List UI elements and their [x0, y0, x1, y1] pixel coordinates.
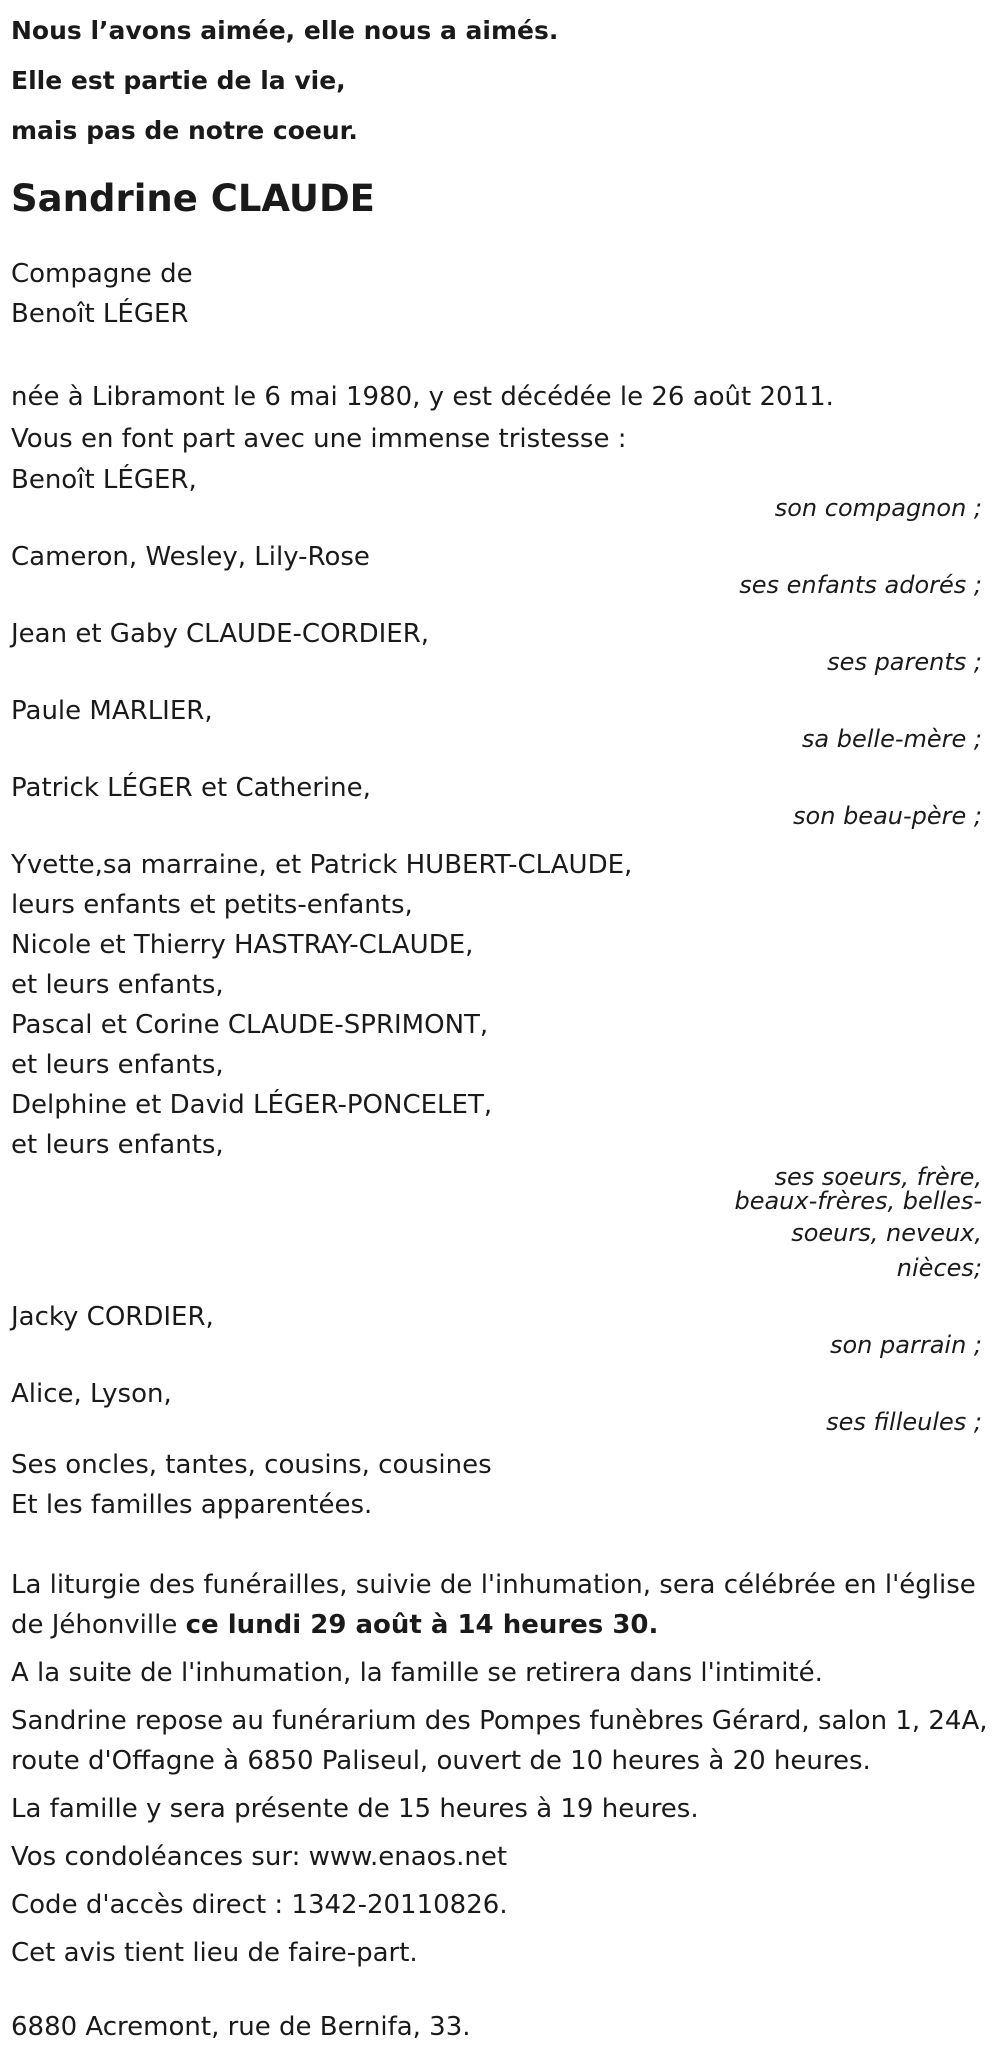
- companion-block: [11, 254, 988, 334]
- family-relation: son parrain ;: [829, 1331, 982, 1359]
- family-entry: [11, 1374, 988, 1436]
- extended-line: Et les familles apparentées.: [11, 1490, 373, 1520]
- family-relation: ses parents ;: [827, 648, 982, 676]
- family-entry: [11, 768, 988, 830]
- family-member: Benoît LÉGER,: [11, 465, 197, 495]
- announcement: Vous en font part avec une immense tristesse :: [11, 424, 627, 454]
- family-member: Alice, Lyson,: [11, 1379, 172, 1409]
- siblings-relation: [11, 1165, 988, 1283]
- poem-line: Nous l’avons aimée, elle nous a aimés.: [11, 16, 559, 45]
- siblings-relation-line: soeurs, neveux,: [791, 1219, 982, 1247]
- family-relation: ses filleules ;: [826, 1408, 982, 1436]
- sibling-line: Yvette,sa marraine, et Patrick HUBERT-CLAUDE,: [11, 850, 633, 880]
- info-line: Vos condoléances sur: www.enaos.net: [11, 1842, 508, 1872]
- family-relation: sa belle-mère ;: [801, 725, 982, 753]
- poem: [11, 0, 988, 156]
- family-member: Cameron, Wesley, Lily-Rose: [11, 542, 370, 572]
- family-entry: [11, 537, 988, 599]
- deceased-name: Sandrine CLAUDE: [11, 177, 375, 220]
- family-list-2: [11, 1297, 988, 1436]
- practical-info: [11, 1653, 988, 1973]
- sibling-line: Nicole et Thierry HASTRAY-CLAUDE,: [11, 930, 474, 960]
- family-entry: [11, 614, 988, 676]
- info-line: Sandrine repose au funérarium des Pompes funèbres Gérard, salon 1, 24A, route d'Offagne à 6850 Paliseul, ouvert de 10 heures à 20 heures.: [11, 1706, 988, 1776]
- companion-name: Benoît LÉGER: [11, 299, 189, 329]
- family-member: Jean et Gaby CLAUDE-CORDIER,: [11, 619, 430, 649]
- info-line: A la suite de l'inhumation, la famille se retirera dans l'intimité.: [11, 1658, 823, 1688]
- siblings-relation-line: beaux-frères, belles-: [734, 1187, 982, 1215]
- sibling-line: Delphine et David LÉGER-PONCELET,: [11, 1090, 493, 1120]
- info-line: Code d'accès direct : 1342-20110826.: [11, 1890, 508, 1920]
- address: 6880 Acremont, rue de Bernifa, 33.: [11, 2012, 471, 2042]
- family-relation: son beau-père ;: [793, 802, 982, 830]
- info-line: La famille y sera présente de 15 heures à 19 heures.: [11, 1794, 699, 1824]
- sibling-line: et leurs enfants,: [11, 970, 224, 1000]
- family-list: [11, 460, 988, 830]
- siblings-relation-line: nièces;: [896, 1254, 982, 1282]
- companion-line: Compagne de: [11, 259, 193, 289]
- family-relation: son compagnon ;: [774, 494, 982, 522]
- family-member: Jacky CORDIER,: [11, 1302, 214, 1332]
- family-relation: ses enfants adorés ;: [739, 571, 982, 599]
- siblings-relation-line: ses soeurs, frère,: [774, 1163, 982, 1191]
- family-entry: [11, 1297, 988, 1359]
- poem-line: mais pas de notre coeur.: [11, 116, 358, 145]
- birth-death: née à Libramont le 6 mai 1980, y est décédée le 26 août 2011.: [11, 382, 834, 412]
- family-entry: [11, 460, 988, 522]
- sibling-line: et leurs enfants,: [11, 1050, 224, 1080]
- sibling-line: Pascal et Corine CLAUDE-SPRIMONT,: [11, 1010, 489, 1040]
- extended-family: [11, 1445, 988, 1525]
- extended-line: Ses oncles, tantes, cousins, cousines: [11, 1450, 492, 1480]
- sibling-line: leurs enfants et petits-enfants,: [11, 890, 413, 920]
- info-line: Cet avis tient lieu de faire-part.: [11, 1938, 418, 1968]
- poem-line: Elle est partie de la vie,: [11, 66, 346, 95]
- family-entry: [11, 691, 988, 753]
- funeral-text: La liturgie des funérailles, suivie de l'inhumation, sera célébrée en l'église de Jéhonville: [11, 1570, 976, 1640]
- funeral-details: [11, 1565, 988, 1645]
- family-member: Paule MARLIER,: [11, 696, 213, 726]
- family-member: Patrick LÉGER et Catherine,: [11, 773, 371, 803]
- sibling-line: et leurs enfants,: [11, 1130, 224, 1160]
- siblings-list: [11, 845, 988, 1165]
- funeral-date: ce lundi 29 août à 14 heures 30.: [185, 1610, 659, 1640]
